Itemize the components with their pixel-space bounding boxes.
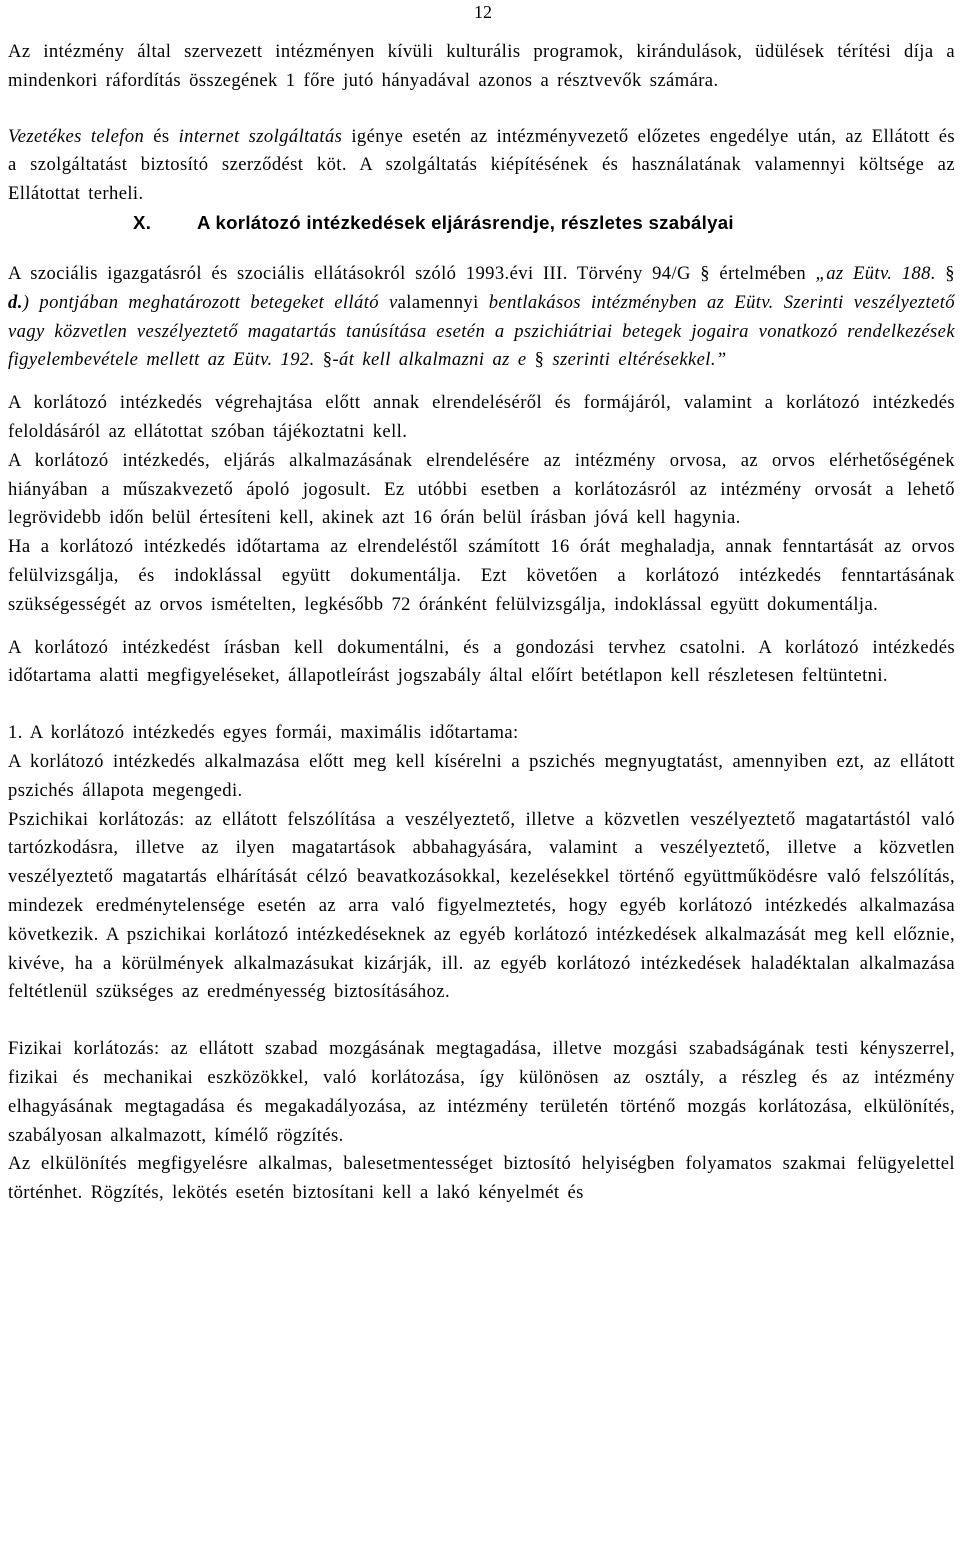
text-fragment: alamennyi [397, 291, 489, 313]
paragraph-forms-title: 1. A korlátozó intézkedés egyes formái, maximális időtartama: [8, 722, 519, 744]
section-heading [8, 209, 955, 237]
page-number: 12 [474, 2, 492, 22]
phone-term: Vezetékes telefon [8, 125, 145, 147]
section-number: X. [133, 211, 152, 233]
paragraph-documentation: A korlátozó intézkedést írásban kell dokumentálni, és a gondozási tervhez csatolni. A korlátozó intézkedés időtartama alatti megfigyeléseket, állapotleírást jogszabály által előírt betétlapon kell részletesen feltüntetni. [8, 636, 955, 687]
paragraph-telephone [8, 123, 955, 209]
text-fragment: igénye esetén az intézményvezető előzetes engedélye után, az Ellátott és a szolgáltatást biztosító szerződést köt. A szolgáltatás kiépítésének és használatának valamennyi költsége az Ellátottat terheli. [8, 125, 955, 205]
text-fragment: A szociális igazgatásról és szociális ellátásokról szóló 1993.évi III. Törvény 94/G § értelmében [8, 262, 816, 284]
text-fragment: § [935, 262, 956, 284]
paragraph-duration: Ha a korlátozó intézkedés időtartama az elrendeléstől számított 16 órát meghaladja, annak fenntartását az orvos felülvizsgálja, és indoklással együtt dokumentálja. Ezt követően a korlátozó intézkedés fenntartásának szükségességét az orvos ismételten, legkésőbb 72 óránként felülvizsgálja, indoklással együtt dokumentálja. [8, 536, 955, 615]
text-fragment: bentlakásos intézményben az Eütv. Szerinti veszélyeztető vagy közvetlen veszélyeztető magatartás tanúsítása esetén a pszichiátriai betegek jogaira vonatkozó rendelkezések figyelembevétele mellett az Eütv. 192. [8, 291, 955, 371]
section-title: A korlátozó intézkedések eljárásrendje, részletes szabályai [197, 211, 734, 233]
paragraph-isolation: Az elkülönítés megfigyelésre alkalmas, balesetmentességet biztosító helyiségben folyamatos szakmai felügyelettel történhet. Rögzítés, lekötés esetén biztosítani kell a lakó kényelmét és [8, 1153, 955, 1204]
paragraph-psychic-restriction: Pszichikai korlátozás: az ellátott felszólítása a veszélyeztető, illetve a közvetlen veszélyeztető magatartástól való tartózkodásra, illetve az ilyen magatartások abbahagyására, valamint a veszélyeztető, illetve a közvetlen veszélyeztető magatartás elhárítását célzó beavatkozásokkal, kezelésekkel történő együttműködésre való felszólítás, mindezek eredménytelensége esetén az arra való figyelmeztetés, hogy egyéb korlátozó intézkedés alkalmazása következik. A pszichikai korlátozó intézkedéseknek az egyéb korlátozó intézkedések alkalmazását meg kell előznie, kivéve, ha a körülmények alkalmazásukat kizárják, ill. az egyéb korlátozó intézkedések haladéktalan alkalmazása feltétlenül szükséges az eredményesség biztosításához. [8, 808, 955, 1003]
text-fragment: § [314, 349, 333, 371]
paragraph-programs: Az intézmény által szervezett intézményen kívüli kulturális programok, kirándulások, üdülések térítési díja a mindenkori ráfordítás összegének 1 főre jutó hányadával azonos a résztvevők számára. [8, 41, 955, 91]
text-fragment: d. [8, 291, 23, 313]
text-fragment: -át kell alkalmazni az e [332, 349, 527, 371]
paragraph-ordering: A korlátozó intézkedés, eljárás alkalmazásának elrendelésére az intézmény orvosa, az orvos elérhetőségének hiányában a műszakvezető ápoló jogosult. Ez utóbbi esetben a korlátozásról az intézmény orvosát a lehető legrövidebb időn belül értesíteni kell, akinek azt 16 órán belül írásban jóvá kell hagynia. [8, 449, 955, 529]
paragraph-legal-reference [8, 260, 955, 375]
paragraph-physical-restriction: Fizikai korlátozás: az ellátott szabad mozgásának megtagadása, illetve mozgási szabadságának testi kényszerrel, fizikai és mechanikai eszközökkel, való korlátozása, így különösen az osztály, a részleg és az intézmény elhagyásának megtagadása és megakadályozása, az intézmény területén történő mozgás korlátozása, elkülönítés, szabályosan alkalmazott, kímélő rögzítés. [8, 1038, 955, 1146]
text-fragment: § [526, 349, 553, 371]
text-fragment: és [144, 125, 179, 147]
paragraph-psychic-reassurance: A korlátozó intézkedés alkalmazása előtt meg kell kísérelni a pszichés megnyugtatást, amennyiben ezt, az ellátott pszichés állapota megengedi. [8, 750, 955, 801]
paragraph-information: A korlátozó intézkedés végrehajtása előtt annak elrendeléséről és formájáról, valamint a korlátozó intézkedés feloldásáról az ellátottat szóban tájékoztatni kell. [8, 392, 955, 442]
text-fragment: szerinti eltérésekkel.” [552, 349, 727, 371]
text-fragment: ) pontjában meghatározott betegeket ellátó v [22, 291, 398, 313]
internet-term: internet szolgáltatás [178, 125, 343, 147]
text-fragment: „az Eütv. 188. [815, 262, 936, 284]
document-body [8, 38, 955, 1208]
